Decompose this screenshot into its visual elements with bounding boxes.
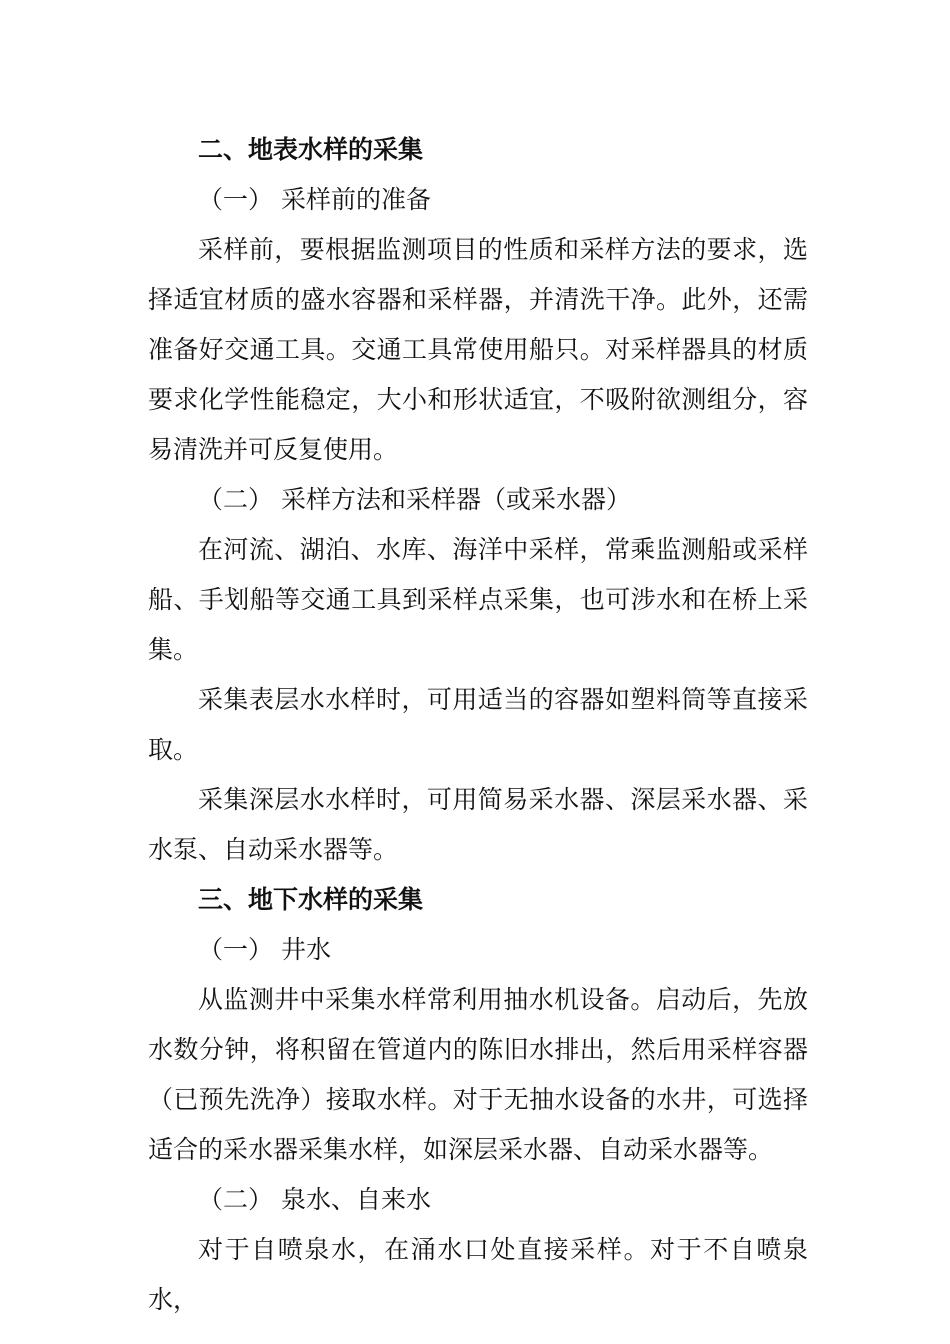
- paragraph-sampling-locations: 在河流、湖泊、水库、海洋中采样，常乘监测船或采样船、手划船等交通工具到采样点采集，也可涉水和在桥上采集。: [148, 535, 808, 664]
- subheading-well-water: （一） 井水: [198, 935, 331, 964]
- paragraph-preparation: 采样前，要根据监测项目的性质和采样方法的要求，选择适宜材质的盛水容器和采样器，并清洗干净。此外，还需准备好交通工具。交通工具常使用船只。对采样器具的材质要求化学性能稳定，大小和形状适宜，不吸附欲测组分，容易清洗并可反复使用。: [148, 235, 808, 464]
- paragraph-deep-sampling: 采集深层水水样时，可用简易采水器、深层采水器、采水泵、自动采水器等。: [148, 785, 808, 864]
- section-heading-groundwater: 三、地下水样的采集: [198, 885, 424, 914]
- paragraph-well-water: 从监测井中采集水样常利用抽水机设备。启动后，先放水数分钟，将积留在管道内的陈旧水排出，然后用采样容器（已预先洗净）接取水样。对于无抽水设备的水井，可选择适合的采水器采集水样，如深层采水器、自动采水器等。: [148, 985, 808, 1164]
- subheading-sampling-methods: （二） 采样方法和采样器（或采水器）: [198, 485, 631, 514]
- paragraph-spring-water: 对于自喷泉水，在涌水口处直接采样。对于不自喷泉水，: [148, 1235, 808, 1314]
- subheading-preparation: （一） 采样前的准备: [198, 185, 431, 214]
- paragraph-surface-sampling: 采集表层水水样时，可用适当的容器如塑料筒等直接采取。: [148, 685, 808, 764]
- section-heading-surface-water: 二、地表水样的采集: [198, 135, 424, 164]
- subheading-spring-tap-water: （二） 泉水、自来水: [198, 1185, 431, 1214]
- document-page: [148, 125, 808, 1325]
